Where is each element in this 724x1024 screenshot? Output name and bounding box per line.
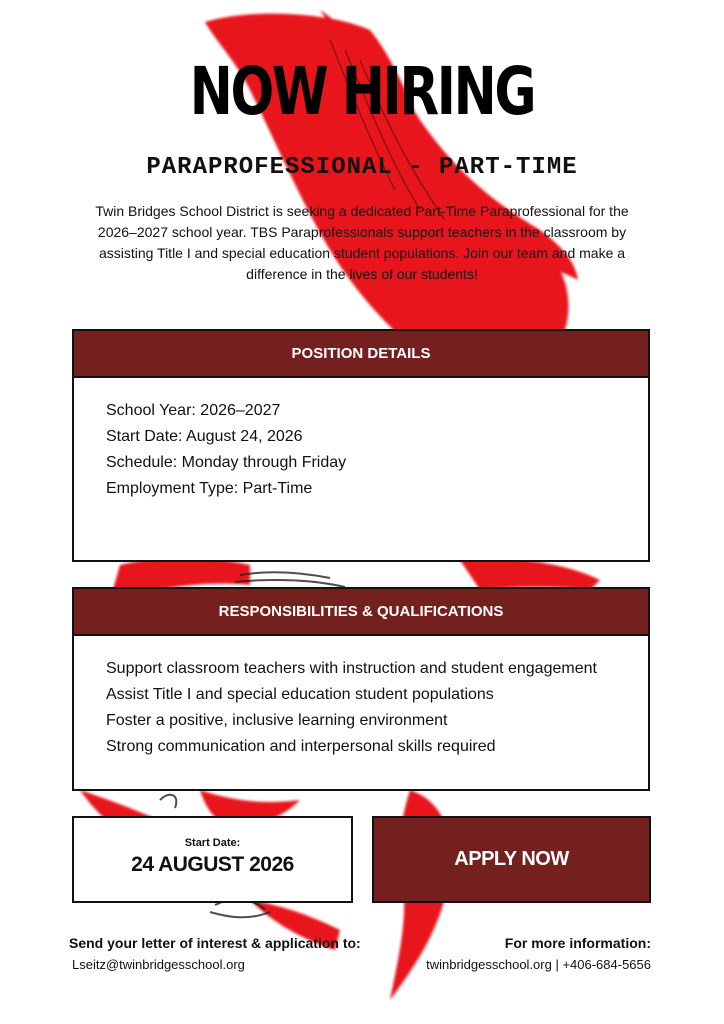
info-heading: For more information: (504, 935, 651, 951)
job-subtitle: PARAPROFESSIONAL - PART-TIME (146, 154, 578, 181)
responsibilities-card (72, 587, 650, 791)
start-date-label: Start Date: (184, 837, 241, 849)
position-details-list (74, 378, 648, 502)
intro-paragraph: Twin Bridges School District is seeking a dedicated Part-Time Paraprofessional for the 2026–2027 school year. TBS Paraprofessionals support teachers in the classroom by assisting Title I and special education student populations. Join our team and make a difference in the lives of our students! (95, 203, 629, 282)
detail-school-year: School Year: 2026–2027 (106, 402, 281, 419)
responsibility-item: Strong communication and interpersonal skills required (106, 738, 496, 755)
contact-application (69, 935, 361, 972)
detail-schedule: Schedule: Monday through Friday (106, 454, 347, 471)
responsibilities-list (74, 636, 648, 760)
apply-now-button[interactable]: APPLY NOW (372, 816, 651, 903)
start-date-value: 24 AUGUST 2026 (131, 853, 294, 876)
detail-employment-type: Employment Type: Part-Time (106, 480, 313, 497)
responsibilities-heading: RESPONSIBILITIES & QUALIFICATIONS (74, 589, 648, 636)
info-website-phone[interactable]: twinbridgesschool.org | +406-684-5656 (426, 957, 651, 972)
position-details-card (72, 329, 650, 562)
contact-information (426, 935, 651, 972)
responsibility-item: Support classroom teachers with instruction and student engagement (106, 660, 597, 677)
application-email[interactable]: Lseitz@twinbridgesschool.org (72, 957, 245, 972)
responsibility-item: Assist Title I and special education student populations (106, 686, 494, 703)
responsibility-item: Foster a positive, inclusive learning environment (106, 712, 448, 729)
application-heading: Send your letter of interest & application to: (69, 935, 361, 951)
position-details-heading: POSITION DETAILS (74, 331, 648, 378)
detail-start-date: Start Date: August 24, 2026 (106, 428, 303, 445)
page-title: NOW HIRING (189, 53, 535, 130)
start-date-box (72, 816, 353, 903)
